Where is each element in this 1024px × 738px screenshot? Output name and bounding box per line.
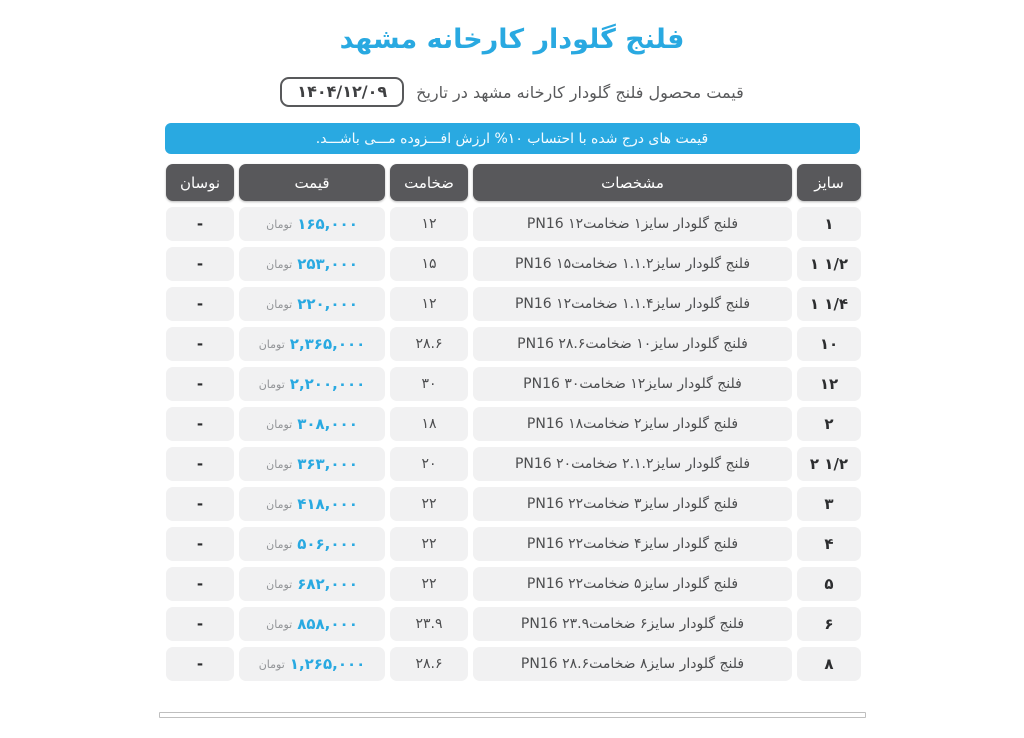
- column-header-fluctuation: نوسان: [166, 164, 234, 201]
- currency-label: تومان: [266, 457, 293, 471]
- cell-specs: فلنج گلودار سایز۲ ضخامت۱۸ PN16: [473, 407, 792, 441]
- cell-size: ۳: [797, 487, 861, 521]
- cell-specs: فلنج گلودار سایز۶ ضخامت۲۳.۹ PN16: [473, 607, 792, 641]
- currency-label: تومان: [266, 497, 293, 511]
- cell-price: [239, 527, 385, 561]
- cell-fluctuation: -: [166, 367, 234, 401]
- cell-size: ۱ ۱/۲: [797, 247, 861, 281]
- cell-price: [239, 447, 385, 481]
- cell-fluctuation: -: [166, 247, 234, 281]
- price-value: ۲۵۳,۰۰۰: [297, 255, 358, 273]
- vat-notice-text: قیمت های درج شده با احتساب ۱۰% ارزش افـــزوده مـــی باشـــد.: [315, 130, 709, 147]
- cell-specs: فلنج گلودار سایز۱.۱.۲ ضخامت۱۵ PN16: [473, 247, 792, 281]
- cell-size: ۱: [797, 207, 861, 241]
- cell-thickness: ۱۵: [390, 247, 468, 281]
- cell-fluctuation: -: [166, 207, 234, 241]
- cell-price: [239, 567, 385, 601]
- cell-thickness: ۱۸: [390, 407, 468, 441]
- vat-notice-banner: [165, 123, 860, 154]
- price-value: ۱,۲۶۵,۰۰۰: [289, 655, 366, 673]
- cell-price: [239, 367, 385, 401]
- cell-specs: فلنج گلودار سایز۳ ضخامت۲۲ PN16: [473, 487, 792, 521]
- cell-thickness: ۲۸.۶: [390, 647, 468, 681]
- currency-label: تومان: [266, 617, 293, 631]
- price-value: ۸۵۸,۰۰۰: [297, 615, 358, 633]
- cell-fluctuation: -: [166, 327, 234, 361]
- cell-thickness: ۲۲: [390, 567, 468, 601]
- cell-fluctuation: -: [166, 447, 234, 481]
- cell-fluctuation: -: [166, 407, 234, 441]
- cell-thickness: ۲۳.۹: [390, 607, 468, 641]
- cell-fluctuation: -: [166, 487, 234, 521]
- cell-thickness: ۲۲: [390, 527, 468, 561]
- cell-fluctuation: -: [166, 287, 234, 321]
- price-value: ۲۲۰,۰۰۰: [297, 295, 358, 313]
- cell-specs: فلنج گلودار سایز۲.۱.۲ ضخامت۲۰ PN16: [473, 447, 792, 481]
- cell-price: [239, 247, 385, 281]
- cell-fluctuation: -: [166, 527, 234, 561]
- cell-specs: فلنج گلودار سایز۱ ضخامت۱۲ PN16: [473, 207, 792, 241]
- cell-size: ۲: [797, 407, 861, 441]
- cell-size: ۲ ۱/۲: [797, 447, 861, 481]
- cell-price: [239, 407, 385, 441]
- cell-specs: فلنج گلودار سایز۱۲ ضخامت۳۰ PN16: [473, 367, 792, 401]
- currency-label: تومان: [266, 537, 293, 551]
- currency-label: تومان: [266, 217, 293, 231]
- cell-specs: فلنج گلودار سایز۱.۱.۴ ضخامت۱۲ PN16: [473, 287, 792, 321]
- subtitle-row: [0, 77, 1024, 107]
- date-box: ۱۴۰۴/۱۲/۰۹: [280, 77, 404, 107]
- cell-thickness: ۳۰: [390, 367, 468, 401]
- column-header-size: سایز: [797, 164, 861, 201]
- price-value: ۵۰۶,۰۰۰: [297, 535, 358, 553]
- currency-label: تومان: [258, 337, 285, 351]
- cell-size: ۱۲: [797, 367, 861, 401]
- currency-label: تومان: [258, 657, 285, 671]
- cell-price: [239, 287, 385, 321]
- cell-fluctuation: -: [166, 607, 234, 641]
- price-value: ۲,۳۶۵,۰۰۰: [289, 335, 366, 353]
- cell-specs: فلنج گلودار سایز۵ ضخامت۲۲ PN16: [473, 567, 792, 601]
- cell-price: [239, 607, 385, 641]
- cell-price: [239, 327, 385, 361]
- page-title: فلنج گلودار کارخانه مشهد: [339, 24, 685, 55]
- price-value: ۲,۲۰۰,۰۰۰: [289, 375, 366, 393]
- column-header-price: قیمت: [239, 164, 385, 201]
- cell-size: ۴: [797, 527, 861, 561]
- cell-size: ۵: [797, 567, 861, 601]
- cell-size: ۱ ۱/۴: [797, 287, 861, 321]
- price-value: ۳۰۸,۰۰۰: [297, 415, 358, 433]
- cell-thickness: ۲۲: [390, 487, 468, 521]
- cell-thickness: ۱۲: [390, 207, 468, 241]
- cell-fluctuation: -: [166, 647, 234, 681]
- column-header-thickness: ضخامت: [390, 164, 468, 201]
- cell-price: [239, 487, 385, 521]
- cell-specs: فلنج گلودار سایز۱۰ ضخامت۲۸.۶ PN16: [473, 327, 792, 361]
- price-value: ۳۶۳,۰۰۰: [297, 455, 358, 473]
- price-value: ۶۸۲,۰۰۰: [297, 575, 358, 593]
- subtitle-text: قیمت محصول فلنج گلودار کارخانه مشهد در تاریخ: [416, 82, 744, 102]
- currency-label: تومان: [266, 577, 293, 591]
- cell-thickness: ۲۰: [390, 447, 468, 481]
- cell-fluctuation: -: [166, 567, 234, 601]
- column-header-specs: مشخصات: [473, 164, 792, 201]
- price-table: [163, 164, 861, 681]
- cell-size: ۶: [797, 607, 861, 641]
- currency-label: تومان: [266, 257, 293, 271]
- currency-label: تومان: [258, 377, 285, 391]
- cell-thickness: ۲۸.۶: [390, 327, 468, 361]
- currency-label: تومان: [266, 297, 293, 311]
- horizontal-scrollbar[interactable]: [159, 712, 866, 718]
- price-value: ۴۱۸,۰۰۰: [297, 495, 358, 513]
- cell-thickness: ۱۲: [390, 287, 468, 321]
- cell-size: ۸: [797, 647, 861, 681]
- cell-price: [239, 647, 385, 681]
- cell-specs: فلنج گلودار سایز۴ ضخامت۲۲ PN16: [473, 527, 792, 561]
- price-value: ۱۶۵,۰۰۰: [297, 215, 358, 233]
- cell-price: [239, 207, 385, 241]
- cell-specs: فلنج گلودار سایز۸ ضخامت۲۸.۶ PN16: [473, 647, 792, 681]
- currency-label: تومان: [266, 417, 293, 431]
- cell-size: ۱۰: [797, 327, 861, 361]
